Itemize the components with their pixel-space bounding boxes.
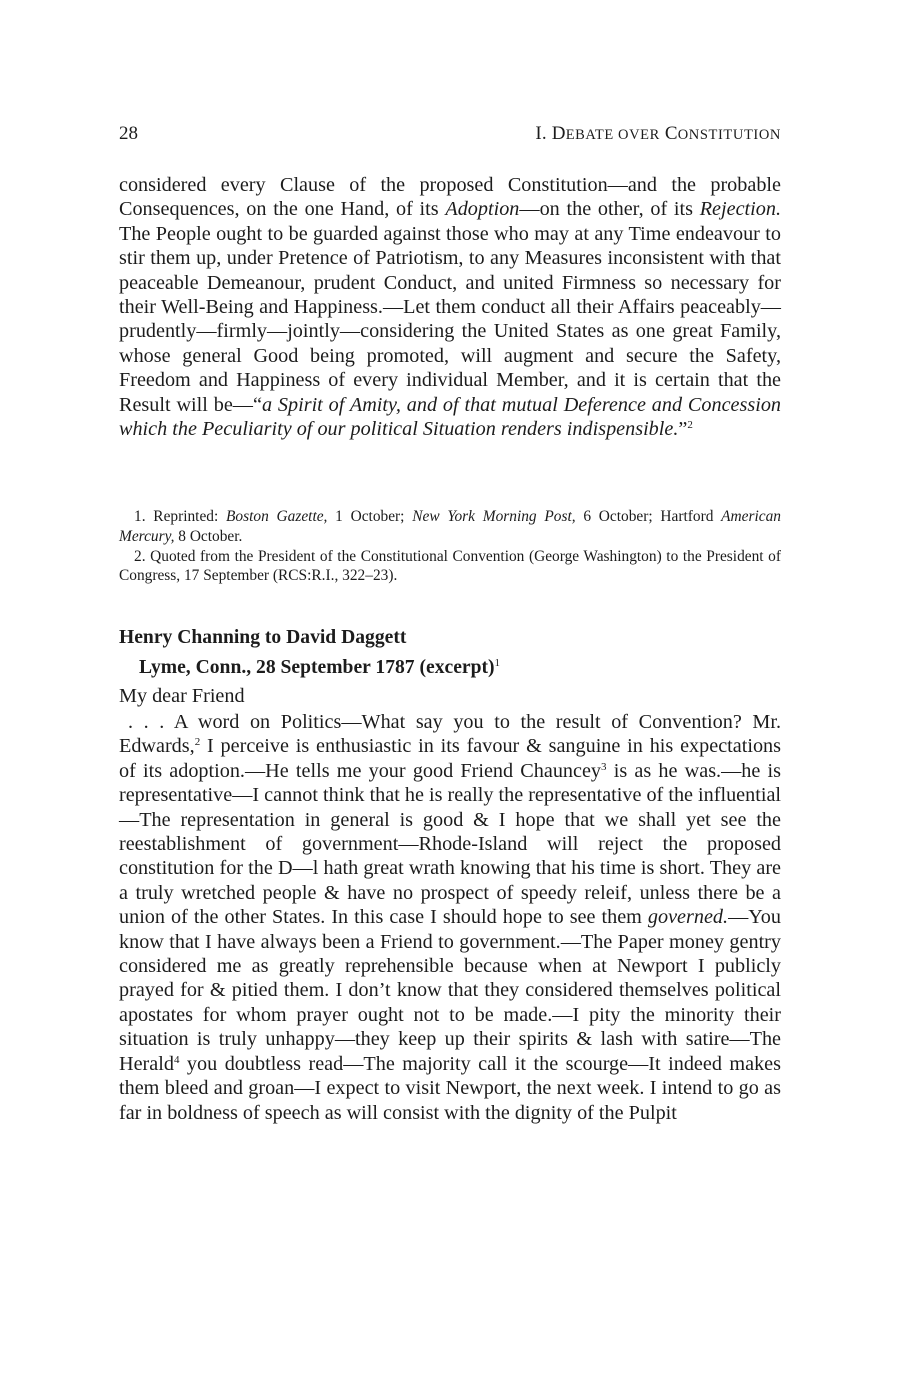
footnote-ref-2: 2 (687, 419, 693, 432)
body-paragraph-1: considered every Clause of the proposed Constitution—and the probable Consequences, on the one Hand, of its Adoption—on the other, of its Rejection. The People ought to be guarded against those who may at any Time endeavour to stir them up, under Pretence of Patriotism, to any Measures inconsistent with that peaceable Demeanour, prudent Conduct, and united Firmness so necessary for their Well-Being and Happiness.—Let them conduct all their Affairs peaceably—prudently—firmly—jointly—considering the United States as one great Family, whose general Good being promoted, will augment and secure the Safety, Freedom and Happiness of every individual Member, and it is certain that the Result will be—“a Spirit of Amity, and of that mutual Deference and Concession which the Peculiarity of our political Situation renders indispensible.”$^2$ (119, 174, 782, 441)
letter-body: . . . A word on Politics—What say you to the result of Convention? Mr. Edwards,$^2$ I perceive is enthusiastic in its favour & sanguine in his expectations of its adoption.—He tells me your good Friend Chauncey$^3$ is as he was.—he is representative—I cannot think that he is really the representative of the influential—The representation in general is good & I hope that we shall yet see the reestablishment of government—Rhode-Island will reject the proposed constitution for the D—l hath great wrath knowing that his time is short. They are a truly wretched people & have no prospect of speedy releif, unless there be a union of the other States. In this case I should hope to see them governed.—You know that I have always been a Friend to government.—The Paper money gentry considered me as greatly reprehensible because when at Newport I publicly prayed for & pitied them. I don’t know that they considered themselves political apostates for whom prayer ought not to be made.—I pity the minority their situation is truly unhappy—they keep up their spirits & lash with satire—The Herald$^4$ you doubtless read—The majority call it the scourge—It indeed makes them bleed and groan—I expect to visit Newport, the next week. I intend to go as far in boldness of speech as will consist with the dignity of the Pulpit (119, 711, 782, 1124)
footnote-2: 2. Quoted from the President of the Constitutional Convention (George Washington) to the President of Congress, 17 September (RCS:R.I., 322–23). (119, 547, 781, 585)
letter-heading-title: Henry Channing to David Daggett (119, 627, 407, 648)
page-header (119, 123, 781, 151)
running-head: I. DEBATE OVER CONSTITUTION (535, 123, 781, 144)
footnotes (119, 507, 781, 586)
letter-salutation: My dear Friend (119, 685, 245, 707)
page-number: 28 (119, 123, 138, 144)
letter-heading (119, 626, 781, 680)
letter-heading-dateline: Lyme, Conn., 28 September 1787 (excerpt)$^1$ (139, 656, 501, 678)
footnote-1: 1. Reprinted: Boston Gazette, 1 October; New York Morning Post, 6 October; Hartford American Mercury, 8 October. (119, 508, 781, 545)
